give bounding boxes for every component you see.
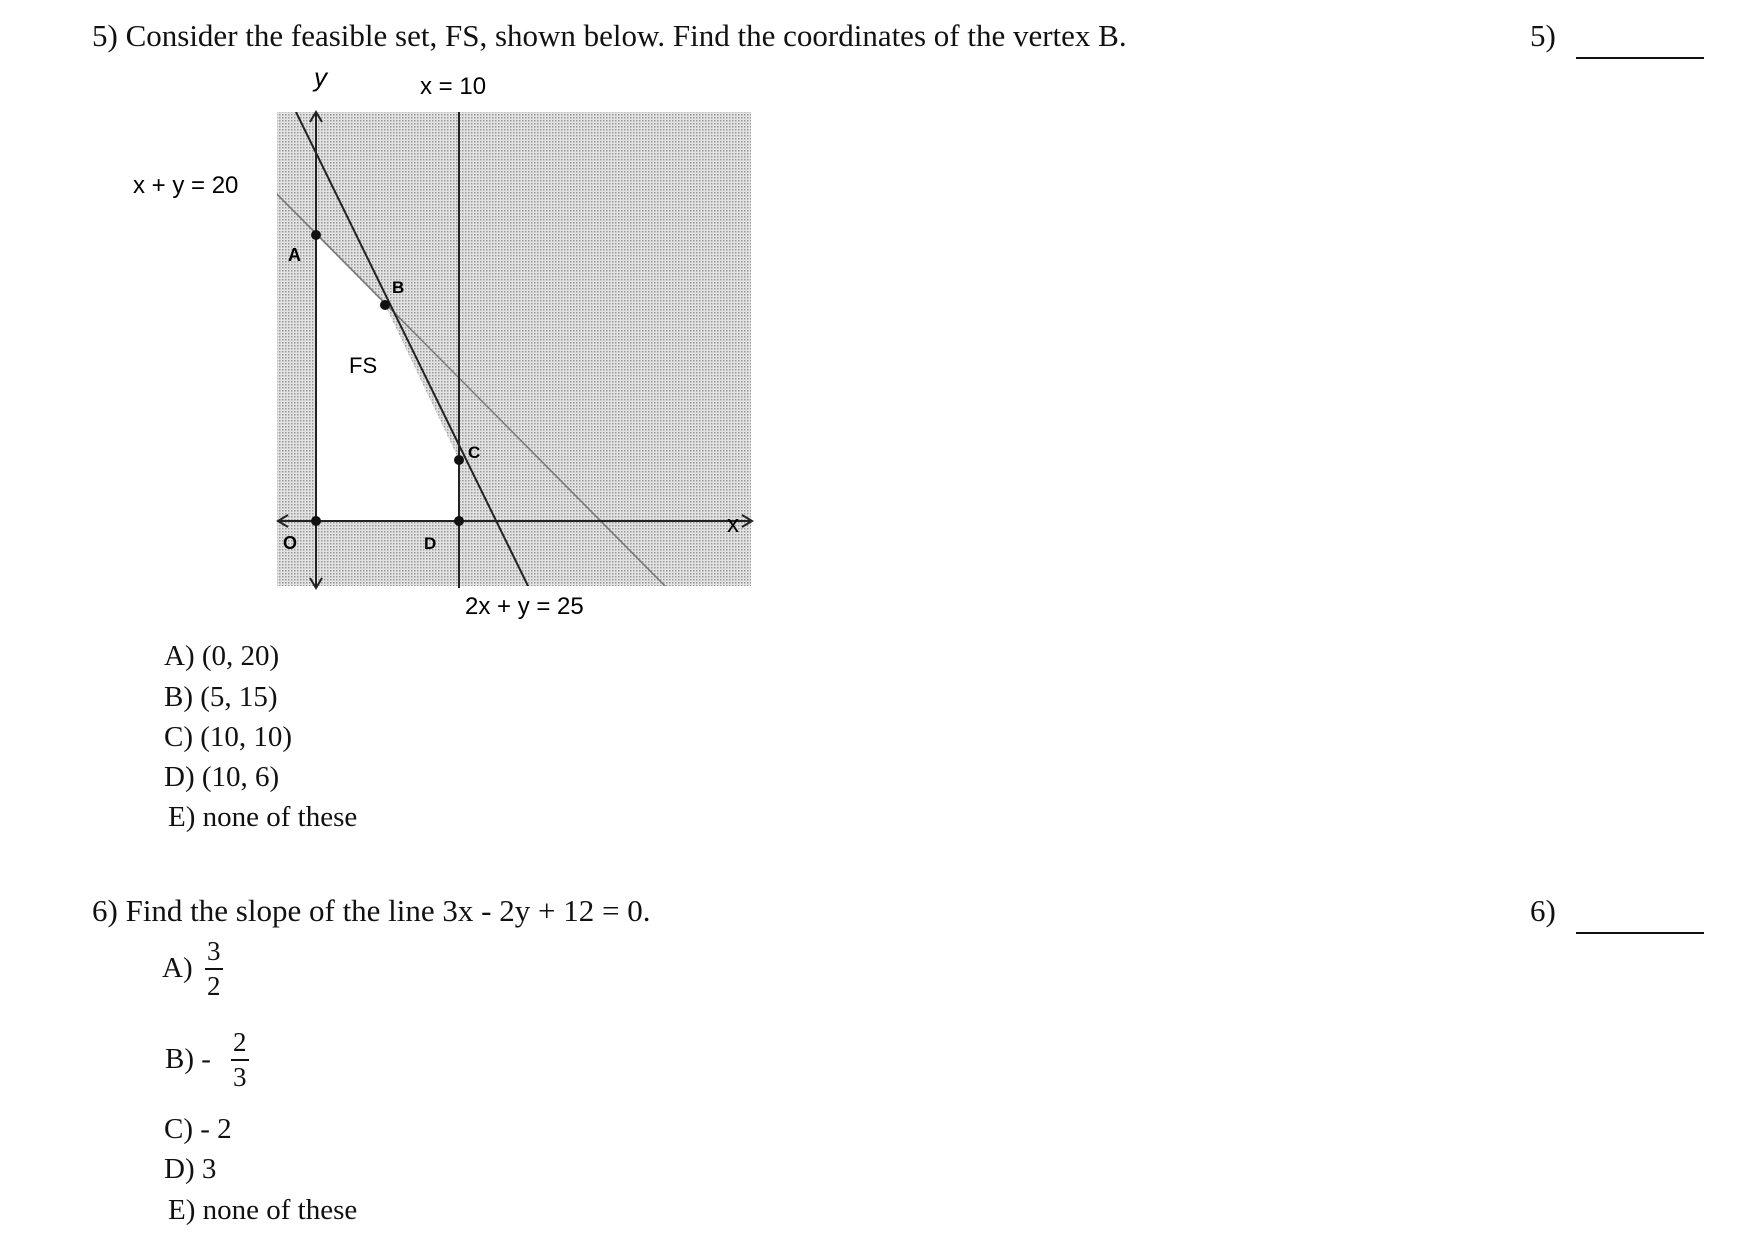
vertex-a-dot bbox=[311, 230, 321, 240]
question-6-number: 6) bbox=[92, 893, 118, 928]
question-5-number: 5) bbox=[92, 18, 118, 53]
vertex-o-dot bbox=[311, 516, 321, 526]
vertex-b-dot bbox=[380, 300, 390, 310]
x-axis-label: x bbox=[727, 511, 739, 538]
q6-choice-b-fraction bbox=[231, 1029, 249, 1091]
q6-choice-a-letter: A) bbox=[162, 952, 193, 984]
q6-choice-d-letter: D) bbox=[164, 1153, 195, 1185]
q5-choice-a-text: (0, 20) bbox=[201, 640, 280, 672]
region-label-fs: FS bbox=[349, 353, 378, 378]
q6-choice-a-denominator: 2 bbox=[207, 971, 221, 1001]
q6-choice-d-text: 3 bbox=[201, 1153, 217, 1185]
q6-choice-a-numerator: 3 bbox=[207, 936, 221, 966]
q6-choice-b[interactable] bbox=[165, 1043, 211, 1076]
vertex-label-d: D bbox=[424, 534, 437, 553]
vertex-c-dot bbox=[454, 455, 464, 465]
q5-choice-d[interactable] bbox=[164, 761, 279, 794]
vertex-d-dot bbox=[454, 516, 464, 526]
q5-choice-c-text: (10, 10) bbox=[200, 721, 293, 753]
vertex-label-a: A bbox=[288, 245, 301, 265]
q6-choice-c[interactable] bbox=[164, 1113, 232, 1146]
q5-choice-a[interactable] bbox=[164, 640, 279, 673]
q5-choice-e-letter: E) bbox=[168, 801, 196, 833]
q6-choice-a-fraction bbox=[205, 938, 223, 1000]
q5-choice-d-letter: D) bbox=[164, 761, 195, 793]
vertex-label-o: O bbox=[283, 533, 298, 553]
vertex-label-b: B bbox=[392, 278, 405, 297]
q6-choice-e-letter: E) bbox=[168, 1194, 196, 1226]
question-6 bbox=[92, 893, 650, 929]
q5-choice-e-text: none of these bbox=[202, 801, 358, 833]
vertex-label-c: C bbox=[468, 443, 481, 462]
q5-choice-b[interactable] bbox=[164, 681, 278, 714]
question-6-text: Find the slope of the line 3x - 2y + 12 = 0. bbox=[125, 893, 651, 928]
q5-choice-e[interactable] bbox=[168, 801, 357, 834]
answer-5-blank[interactable] bbox=[1576, 57, 1704, 59]
q5-choice-c-letter: C) bbox=[164, 721, 193, 753]
q6-choice-b-letter: B) bbox=[165, 1043, 194, 1075]
q6-choice-b-sign: - bbox=[201, 1043, 211, 1075]
q5-choice-a-letter: A) bbox=[164, 640, 195, 672]
answer-6-label: 6) bbox=[1530, 893, 1556, 928]
q6-choice-a[interactable] bbox=[162, 952, 193, 985]
q6-choice-c-text: - 2 bbox=[200, 1113, 232, 1145]
question-5-text: Consider the feasible set, FS, shown below. Find the coordinates of the vertex B. bbox=[125, 18, 1127, 53]
question-5 bbox=[92, 18, 1127, 54]
answer-5-label: 5) bbox=[1530, 18, 1556, 53]
q6-choice-e-text: none of these bbox=[202, 1194, 358, 1226]
q6-choice-c-letter: C) bbox=[164, 1113, 193, 1145]
label-x-plus-y-20: x + y = 20 bbox=[133, 172, 239, 199]
q5-choice-b-letter: B) bbox=[164, 681, 193, 713]
q5-choice-c[interactable] bbox=[164, 721, 292, 754]
label-2x-plus-y-25: 2x + y = 25 bbox=[465, 593, 584, 620]
q6-choice-d[interactable] bbox=[164, 1153, 216, 1186]
answer-6-blank[interactable] bbox=[1576, 932, 1704, 934]
q5-choice-b-text: (5, 15) bbox=[200, 681, 278, 713]
q6-choice-b-numerator: 2 bbox=[233, 1027, 247, 1057]
q5-choice-d-text: (10, 6) bbox=[201, 761, 280, 793]
q6-choice-e[interactable] bbox=[168, 1194, 357, 1227]
q6-choice-b-denominator: 3 bbox=[233, 1062, 247, 1092]
y-axis-label: y bbox=[314, 62, 327, 92]
feasible-set-graph bbox=[120, 60, 800, 630]
label-x-10: x = 10 bbox=[420, 73, 487, 100]
